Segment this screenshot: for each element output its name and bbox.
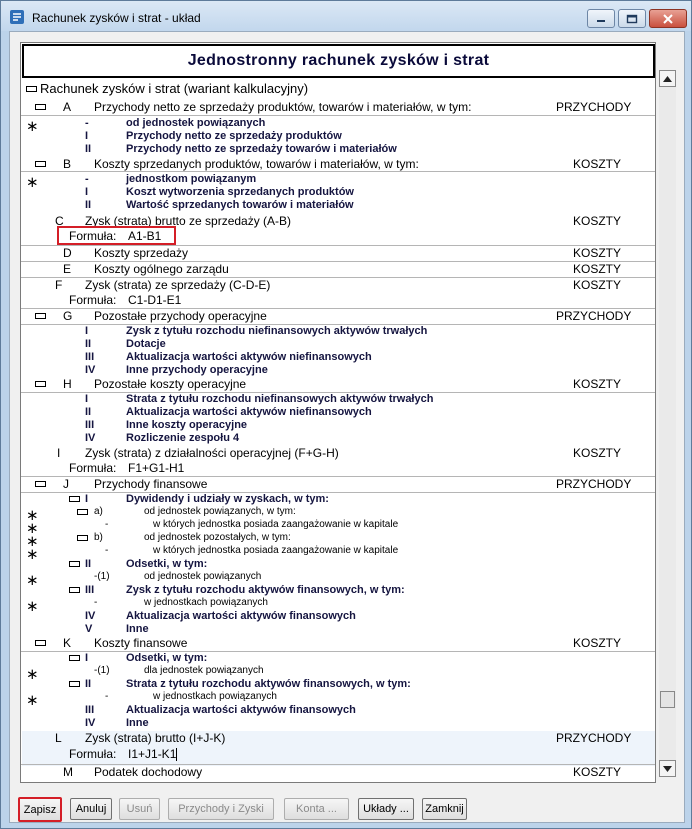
row-letter: C (55, 214, 64, 228)
star-icon: ∗ (26, 572, 39, 589)
star-icon: ∗ (26, 174, 39, 191)
collapse-icon[interactable] (69, 496, 80, 502)
row-label: Przychody netto ze sprzedaży produktów, towarów i materiałów, w tym: (94, 100, 472, 114)
sub-code: - (105, 545, 109, 556)
sub-label: od jednostek powiązanych, w tym: (144, 506, 296, 517)
sub-row[interactable] (21, 610, 655, 623)
sub-label: w jednostkach powiązanych (153, 691, 277, 702)
delete-button[interactable]: Usuń (119, 798, 160, 820)
sub-row[interactable] (21, 691, 655, 709)
row-M[interactable] (21, 765, 655, 780)
sub-label: Przychody netto ze sprzedaży produktów (126, 130, 342, 142)
sub-label: Inne (126, 717, 149, 729)
sub-code: I (85, 493, 89, 505)
star-icon: ∗ (26, 598, 39, 615)
sub-label: Inne koszty operacyjne (126, 419, 248, 431)
row-A[interactable] (21, 100, 655, 115)
close-icon (650, 10, 686, 27)
row-label: Koszty ogólnego zarządu (94, 262, 229, 276)
formula-label: Formuła: (69, 229, 117, 243)
sub-code: IV (85, 432, 96, 444)
row-label: Koszty sprzedaży (94, 246, 189, 260)
row-type: KOSZTY (573, 446, 622, 460)
row-letter: H (63, 377, 72, 391)
collapse-icon[interactable] (77, 509, 88, 515)
collapse-icon[interactable] (35, 161, 46, 167)
sub-label: w jednostkach powiązanych (144, 597, 268, 608)
row-letter: D (63, 246, 72, 260)
accounts-button[interactable]: Konta ... (284, 798, 349, 820)
formula-input[interactable] (128, 747, 177, 761)
sub-label: Dywidendy i udziały w zyskach, w tym: (126, 493, 329, 505)
sub-row[interactable] (21, 364, 655, 377)
sub-row[interactable] (21, 130, 655, 143)
sub-label: Przychody netto ze sprzedaży towarów i materiałów (126, 143, 397, 155)
sub-code: II (85, 406, 92, 418)
close-button[interactable]: Zamknij (422, 798, 467, 820)
sub-row[interactable] (21, 558, 655, 571)
sub-row[interactable] (21, 325, 655, 338)
sub-code: I (85, 652, 89, 664)
formula-value[interactable]: F1+G1-H1 (128, 461, 185, 475)
sub-row[interactable] (21, 493, 655, 506)
sub-label: Zysk z tytułu rozchodu niefinansowych aktywów trwałych (126, 325, 428, 337)
collapse-icon[interactable] (35, 313, 46, 319)
sub-code: - (85, 173, 89, 185)
layouts-button[interactable]: Układy ... (358, 798, 414, 820)
row-label: Zysk (strata) brutto (I+J-K) (85, 731, 226, 745)
star-icon: ∗ (26, 533, 39, 550)
formula-row[interactable] (21, 293, 655, 308)
sub-row[interactable] (21, 432, 655, 445)
sub-label: Odsetki, w tym: (126, 558, 208, 570)
formula-value[interactable]: C1-D1-E1 (128, 293, 182, 307)
star-icon: ∗ (26, 666, 39, 683)
sub-row[interactable] (21, 143, 655, 156)
star-icon: ∗ (26, 692, 39, 709)
section-row[interactable] (21, 81, 655, 97)
sub-code: I (85, 186, 89, 198)
minimize-icon (588, 10, 614, 27)
scroll-thumb[interactable] (660, 691, 675, 708)
row-type: KOSZTY (573, 636, 622, 650)
sub-row[interactable] (21, 665, 655, 683)
sub-label: od jednostek pozostałych, w tym: (144, 532, 291, 543)
row-letter: M (63, 765, 73, 779)
collapse-icon[interactable] (35, 381, 46, 387)
sub-code: -(1) (94, 571, 110, 582)
sub-code: II (85, 143, 92, 155)
section-title: Rachunek zysków i strat (wariant kalkulacyjny) (40, 81, 309, 96)
sub-code: II (85, 678, 92, 690)
sub-label: Odsetki, w tym: (126, 652, 208, 664)
sub-row[interactable] (21, 519, 655, 537)
row-letter: G (63, 309, 73, 323)
sub-row[interactable] (21, 419, 655, 432)
sub-code: a) (94, 506, 103, 517)
sub-label: Aktualizacja wartości aktywów niefinansowych (126, 406, 372, 418)
maximize-icon (619, 10, 645, 27)
sub-row[interactable] (21, 173, 655, 191)
sub-row[interactable] (21, 117, 655, 135)
sub-label: Aktualizacja wartości aktywów niefinansowych (126, 351, 372, 363)
sub-label: Inne przychody operacyjne (126, 364, 268, 376)
divider (21, 115, 655, 116)
sub-label: Rozliczenie zespołu 4 (126, 432, 240, 444)
row-label: Pozostałe przychody operacyjne (94, 309, 267, 323)
sub-label: jednostkom powiązanym (126, 173, 257, 185)
sub-row[interactable] (21, 584, 655, 597)
sub-row[interactable] (21, 351, 655, 364)
collapse-icon[interactable] (77, 535, 88, 541)
row-L[interactable] (21, 731, 655, 746)
row-letter: I (57, 446, 61, 460)
row-type: PRZYCHODY (556, 100, 632, 114)
row-type: KOSZTY (573, 246, 622, 260)
row-label: Zysk (strata) ze sprzedaży (C-D-E) (85, 278, 271, 292)
window-title: Rachunek zysków i strat - układ (32, 11, 201, 25)
row-type: KOSZTY (573, 377, 622, 391)
scroll-down-button[interactable] (659, 760, 676, 777)
sub-row[interactable] (21, 678, 655, 691)
row-type: PRZYCHODY (556, 477, 632, 491)
sub-code: II (85, 558, 92, 570)
sub-code: -(1) (94, 665, 110, 676)
formula-row[interactable] (21, 747, 655, 762)
maximize-button[interactable] (618, 9, 646, 28)
sub-row[interactable] (21, 338, 655, 351)
collapse-icon[interactable] (26, 86, 37, 92)
row-K[interactable] (21, 636, 655, 651)
sub-code: IV (85, 717, 96, 729)
sub-label: Aktualizacja wartości aktywów finansowych (126, 610, 356, 622)
sub-code: b) (94, 532, 103, 543)
formula-label: Formuła: (69, 747, 117, 761)
save-button[interactable]: Zapisz (18, 797, 62, 822)
formula-row[interactable] (21, 461, 655, 476)
collapse-icon[interactable] (69, 587, 80, 593)
sub-row[interactable] (21, 704, 655, 717)
sub-code: IV (85, 610, 96, 622)
sub-row[interactable] (21, 597, 655, 615)
sub-code: II (85, 199, 92, 211)
divider (21, 171, 655, 172)
row-letter: J (63, 477, 69, 491)
sub-label: od jednostek powiązanych (144, 571, 262, 582)
collapse-icon[interactable] (35, 640, 46, 646)
row-letter: K (63, 636, 72, 650)
formula-value: I1+J1-K1 (128, 747, 177, 761)
sub-label: dla jednostek powiązanych (144, 665, 264, 676)
dialog-client (9, 31, 685, 823)
row-letter: F (55, 278, 63, 292)
row-type: PRZYCHODY (556, 731, 632, 745)
formula-label: Formuła: (69, 293, 117, 307)
row-J[interactable] (21, 477, 655, 492)
formula-highlight (57, 226, 176, 245)
sub-code: - (105, 691, 109, 702)
row-letter: B (63, 157, 72, 171)
sub-label: w których jednostka posiada zaangażowanie w kapitale (153, 545, 399, 556)
row-type: KOSZTY (573, 157, 622, 171)
sub-row[interactable] (21, 652, 655, 665)
row-label: Pozostałe koszty operacyjne (94, 377, 247, 391)
row-letter: A (63, 100, 72, 114)
star-icon: ∗ (26, 507, 39, 524)
row-type: PRZYCHODY (556, 309, 632, 323)
sub-row[interactable] (21, 406, 655, 419)
sub-code: III (85, 704, 95, 716)
star-icon: ∗ (26, 118, 39, 135)
star-icon: ∗ (26, 546, 39, 563)
title-bar[interactable] (1, 1, 691, 31)
sub-code: III (85, 419, 95, 431)
scroll-up-button[interactable] (659, 70, 676, 87)
sub-label: Inne (126, 623, 149, 635)
row-type: KOSZTY (573, 765, 622, 779)
arrow-up-icon (663, 76, 672, 82)
collapse-icon[interactable] (35, 104, 46, 110)
row-I[interactable] (21, 446, 655, 461)
row-D[interactable] (21, 246, 655, 261)
sub-row[interactable] (21, 532, 655, 550)
row-label: Przychody finansowe (94, 477, 208, 491)
sub-row[interactable] (21, 199, 655, 212)
row-type: KOSZTY (573, 278, 622, 292)
row-label: Zysk (strata) z działalności operacyjnej (F+G-H) (85, 446, 339, 460)
sub-row[interactable] (21, 506, 655, 524)
sub-code: I (85, 130, 89, 142)
star-icon: ∗ (26, 520, 39, 537)
sub-code: - (85, 117, 89, 129)
sub-row[interactable] (21, 571, 655, 589)
sub-label: Aktualizacja wartości aktywów finansowych (126, 704, 356, 716)
text-caret (176, 748, 177, 761)
row-G[interactable] (21, 309, 655, 324)
sub-label: w których jednostka posiada zaangażowanie w kapitale (153, 519, 399, 530)
sub-code: I (85, 393, 89, 405)
sub-row[interactable] (21, 545, 655, 563)
sub-label: od jednostek powiązanych (126, 117, 266, 129)
minimize-button[interactable] (587, 9, 615, 28)
row-label: Zysk (strata) brutto ze sprzedaży (A-B) (85, 214, 292, 228)
sub-label: Strata z tytułu rozchodu aktywów finansowych, w tym: (126, 678, 411, 690)
revenue-profit-button[interactable]: Przychody i Zyski (168, 798, 274, 820)
sub-code: - (94, 597, 98, 608)
sub-label: Koszt wytworzenia sprzedanych produktów (126, 186, 354, 198)
collapse-icon[interactable] (69, 561, 80, 567)
collapse-icon[interactable] (35, 481, 46, 487)
sub-code: III (85, 351, 95, 363)
sub-code: I (85, 325, 89, 337)
row-type: KOSZTY (573, 214, 622, 228)
sub-code: III (85, 584, 95, 596)
row-type: KOSZTY (573, 262, 622, 276)
sub-label: Zysk z tytułu rozchodu aktywów finansowych, w tym: (126, 584, 405, 596)
collapse-icon[interactable] (69, 655, 80, 661)
formula-label: Formuła: (69, 461, 117, 475)
sub-row[interactable] (21, 186, 655, 199)
row-letter: L (55, 731, 62, 745)
row-label: Podatek dochodowy (94, 765, 203, 779)
sub-row[interactable] (21, 623, 655, 636)
row-label: Koszty sprzedanych produktów, towarów i materiałów, w tym: (94, 157, 419, 171)
row-label: Koszty finansowe (94, 636, 188, 650)
sub-label: Wartość sprzedanych towarów i materiałów (126, 199, 354, 211)
close-window-button[interactable] (649, 9, 687, 28)
report-layout-view[interactable] (20, 42, 656, 783)
sub-code: V (85, 623, 93, 635)
cancel-button[interactable]: Anuluj (70, 798, 112, 820)
report-header: Jednostronny rachunek zysków i strat (22, 44, 655, 78)
vertical-scrollbar[interactable] (659, 70, 676, 777)
formula-value[interactable]: A1-B1 (128, 229, 162, 243)
row-E[interactable] (21, 262, 655, 277)
row-letter: E (63, 262, 72, 276)
collapse-icon[interactable] (69, 681, 80, 687)
sub-label: Dotacje (126, 338, 166, 350)
row-F[interactable] (21, 278, 655, 293)
sub-label: Strata z tytułu rozchodu niefinansowych aktywów trwałych (126, 393, 434, 405)
app-icon (9, 9, 25, 25)
sub-row[interactable] (21, 717, 655, 730)
row-B[interactable] (21, 157, 655, 172)
sub-code: IV (85, 364, 96, 376)
sub-code: - (105, 519, 109, 530)
row-H[interactable] (21, 377, 655, 392)
arrow-down-icon (663, 766, 672, 772)
sub-code: II (85, 338, 92, 350)
sub-row[interactable] (21, 393, 655, 406)
